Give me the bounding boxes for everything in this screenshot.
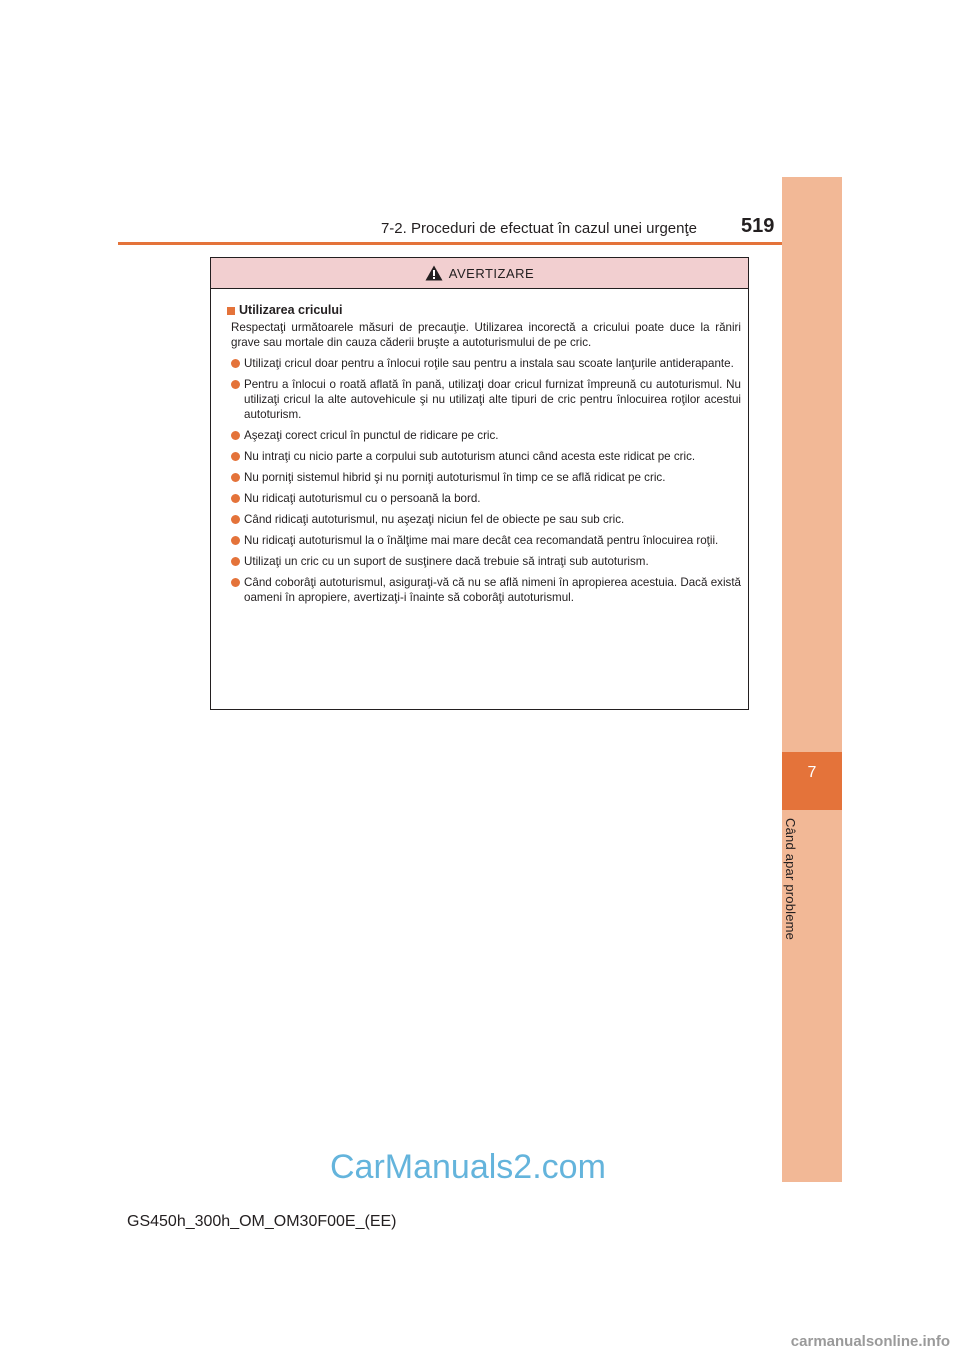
bullet-dot-icon: [231, 431, 240, 440]
list-item-text: Nu porniţi sistemul hibrid şi nu porniţi autoturismul în timp ce se află ridicat pe cric.: [244, 471, 666, 484]
bullet-dot-icon: [231, 557, 240, 566]
document-code: GS450h_300h_OM_OM30F00E_(EE): [127, 1213, 397, 1230]
list-item: [227, 449, 741, 464]
warning-title: AVERTIZARE: [448, 265, 535, 281]
list-item-text: Nu ridicaţi autoturismul la o înălţime mai mare decât cea recomandată pentru înlocuirea roţii.: [244, 534, 719, 547]
warning-box: [210, 257, 749, 710]
list-item: [227, 512, 741, 527]
section-heading: [227, 303, 741, 318]
chapter-number: 7: [807, 764, 817, 781]
list-item: [227, 470, 741, 485]
bullet-dot-icon: [231, 359, 240, 368]
warning-content: [211, 289, 748, 605]
bullet-dot-icon: [231, 473, 240, 482]
list-item-text: Aşezaţi corect cricul în punctul de ridicare pe cric.: [244, 429, 499, 442]
list-item-text: Nu ridicaţi autoturismul cu o persoană la bord.: [244, 492, 481, 505]
list-item: [227, 533, 741, 548]
list-item-text: Nu intraţi cu nicio parte a corpului sub autoturism atunci când acesta este ridicat pe cric.: [244, 450, 696, 463]
intro-paragraph: Respectaţi următoarele măsuri de precauţie. Utilizarea incorectă a cricului poate duce la răniri grave sau mortale din cauza căderii bruşte a autoturismului de pe cric.: [231, 321, 741, 349]
bullet-dot-icon: [231, 515, 240, 524]
bullet-dot-icon: [231, 452, 240, 461]
list-item: [227, 428, 741, 443]
list-item: [227, 554, 741, 569]
bullet-dot-icon: [231, 578, 240, 587]
list-item-text: Utilizaţi cricul doar pentru a înlocui roţile sau pentru a instala sau scoate lanţurile antiderapante.: [244, 357, 734, 370]
list-item-text: Când coborâţi autoturismul, asiguraţi-vă că nu se află nimeni în apropierea acestuia. Dacă există oameni în apropiere, avertizaţi-i înainte să coborâţi autoturismul.: [244, 576, 741, 604]
list-item: [227, 575, 741, 605]
bullet-dot-icon: [231, 536, 240, 545]
watermark-carmanuals2: CarManuals2.com: [330, 1148, 606, 1186]
list-item-text: Pentru a înlocui o roată aflată în pană, utilizaţi doar cricul furnizat împreună cu autoturismul. Nu utilizaţi cricul la alte autovehicule şi nu utilizaţi alte tipuri de cric pentru înlocuirea roţilor acestui autoturism.: [244, 378, 741, 421]
warning-triangle-icon: [425, 265, 443, 281]
list-item: [227, 356, 741, 371]
chapter-side-strip: [782, 177, 842, 1182]
watermark-carmanualsonline: carmanualsonline.info: [790, 1333, 950, 1350]
page-number: 519: [741, 215, 775, 237]
bullet-dot-icon: [231, 380, 240, 389]
list-item: [227, 377, 741, 422]
square-bullet-icon: [227, 307, 235, 315]
section-heading-text: Utilizarea cricului: [239, 303, 343, 317]
chapter-title: Când apar probleme: [783, 818, 798, 941]
list-item: [227, 491, 741, 506]
list-item-text: Utilizaţi un cric cu un suport de susţinere dacă trebuie să intraţi sub autoturism.: [244, 555, 649, 568]
bullet-dot-icon: [231, 494, 240, 503]
list-item-text: Când ridicaţi autoturismul, nu aşezaţi niciun fel de obiecte pe sau sub cric.: [244, 513, 625, 526]
warning-header: [211, 258, 748, 289]
header-rule: [118, 242, 782, 245]
section-title: 7-2. Proceduri de efectuat în cazul unei urgenţe: [380, 220, 697, 237]
